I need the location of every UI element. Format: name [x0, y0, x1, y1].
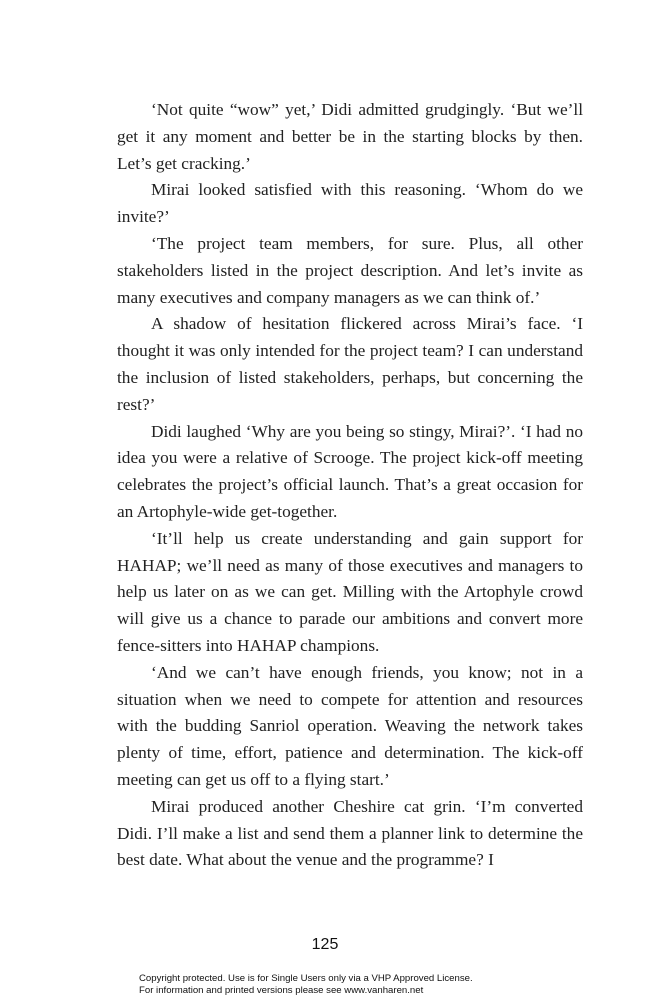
- paragraph-2: Mirai looked satisfied with this reasoning. ‘Whom do we invite?’: [117, 180, 583, 227]
- paragraph-7: ‘And we can’t have enough friends, you know; not in a situation when we need to compete for attention and resources with the budding Sanriol operation. Weaving the network takes plenty of time, effort, patience and determination. The kick-off meeting can get us off to a flying start.’: [117, 662, 583, 789]
- copyright-notice: [139, 973, 473, 997]
- license-info-line: For information and printed versions please see www.vanharen.net: [139, 985, 424, 996]
- paragraph-3: ‘The project team members, for sure. Plus, all other stakeholders listed in the project description. And let’s invite as many executives and company managers as we can think of.’: [117, 233, 583, 307]
- body-text: [117, 97, 583, 874]
- paragraph-5: Didi laughed ‘Why are you being so stingy, Mirai?’. ‘I had no idea you were a relative of Scrooge. The project kick-off meeting celebrates the project’s official launch. That’s a great occasion for an Artophyle-wide get-together.: [117, 421, 583, 521]
- paragraph-4: A shadow of hesitation flickered across Mirai’s face. ‘I thought it was only intended for the project team? I can understand the inclusion of listed stakeholders, perhaps, but concerning the rest?’: [117, 314, 583, 414]
- paragraph-8: Mirai produced another Cheshire cat grin. ‘I’m converted Didi. I’ll make a list and send them a planner link to determine the best date. What about the venue and the programme? I: [117, 796, 583, 870]
- page-number: 125: [311, 936, 339, 953]
- paragraph-6: ‘It’ll help us create understanding and gain support for HAHAP; we’ll need as many of those executives and managers to help us later on as we can get. Milling with the Artophyle crowd will give us a chance to parade our ambitions and convert more fence-sitters into HAHAP champions.: [117, 528, 583, 655]
- paragraph-1: ‘Not quite “wow” yet,’ Didi admitted grudgingly. ‘But we’ll get it any moment and better be in the starting blocks by then. Let’s get cracking.’: [117, 100, 583, 173]
- copyright-line: Copyright protected. Use is for Single Users only via a VHP Approved License.: [139, 973, 473, 984]
